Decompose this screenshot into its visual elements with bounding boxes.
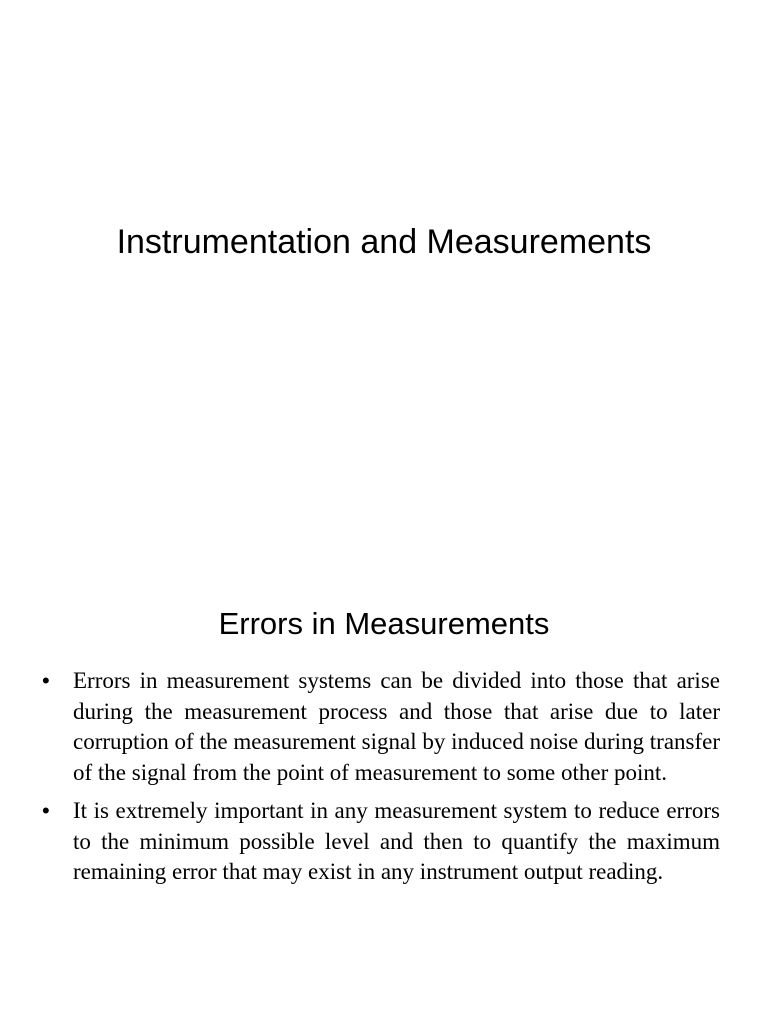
- bullet-icon: •: [42, 798, 50, 823]
- bullet-item: [42, 666, 720, 788]
- bullet-text: Errors in measurement systems can be divided into those that arise during the measurement process and those that arise due to later corruption of the measurement signal by induced noise during transfer of the signal from the point of measurement to some other point.: [73, 668, 721, 785]
- slide-title: Instrumentation and Measurements: [116, 223, 652, 261]
- bullet-icon: •: [42, 668, 50, 693]
- slide-heading: Errors in Measurements: [218, 606, 550, 641]
- bullet-text: It is extremely important in any measurement system to reduce errors to the minimum possible level and then to quantify the maximum remaining error that may exist in any instrument output reading.: [73, 798, 720, 884]
- bullet-item: [42, 796, 720, 888]
- bullet-list: [42, 666, 720, 896]
- content-slide: [0, 552, 768, 1024]
